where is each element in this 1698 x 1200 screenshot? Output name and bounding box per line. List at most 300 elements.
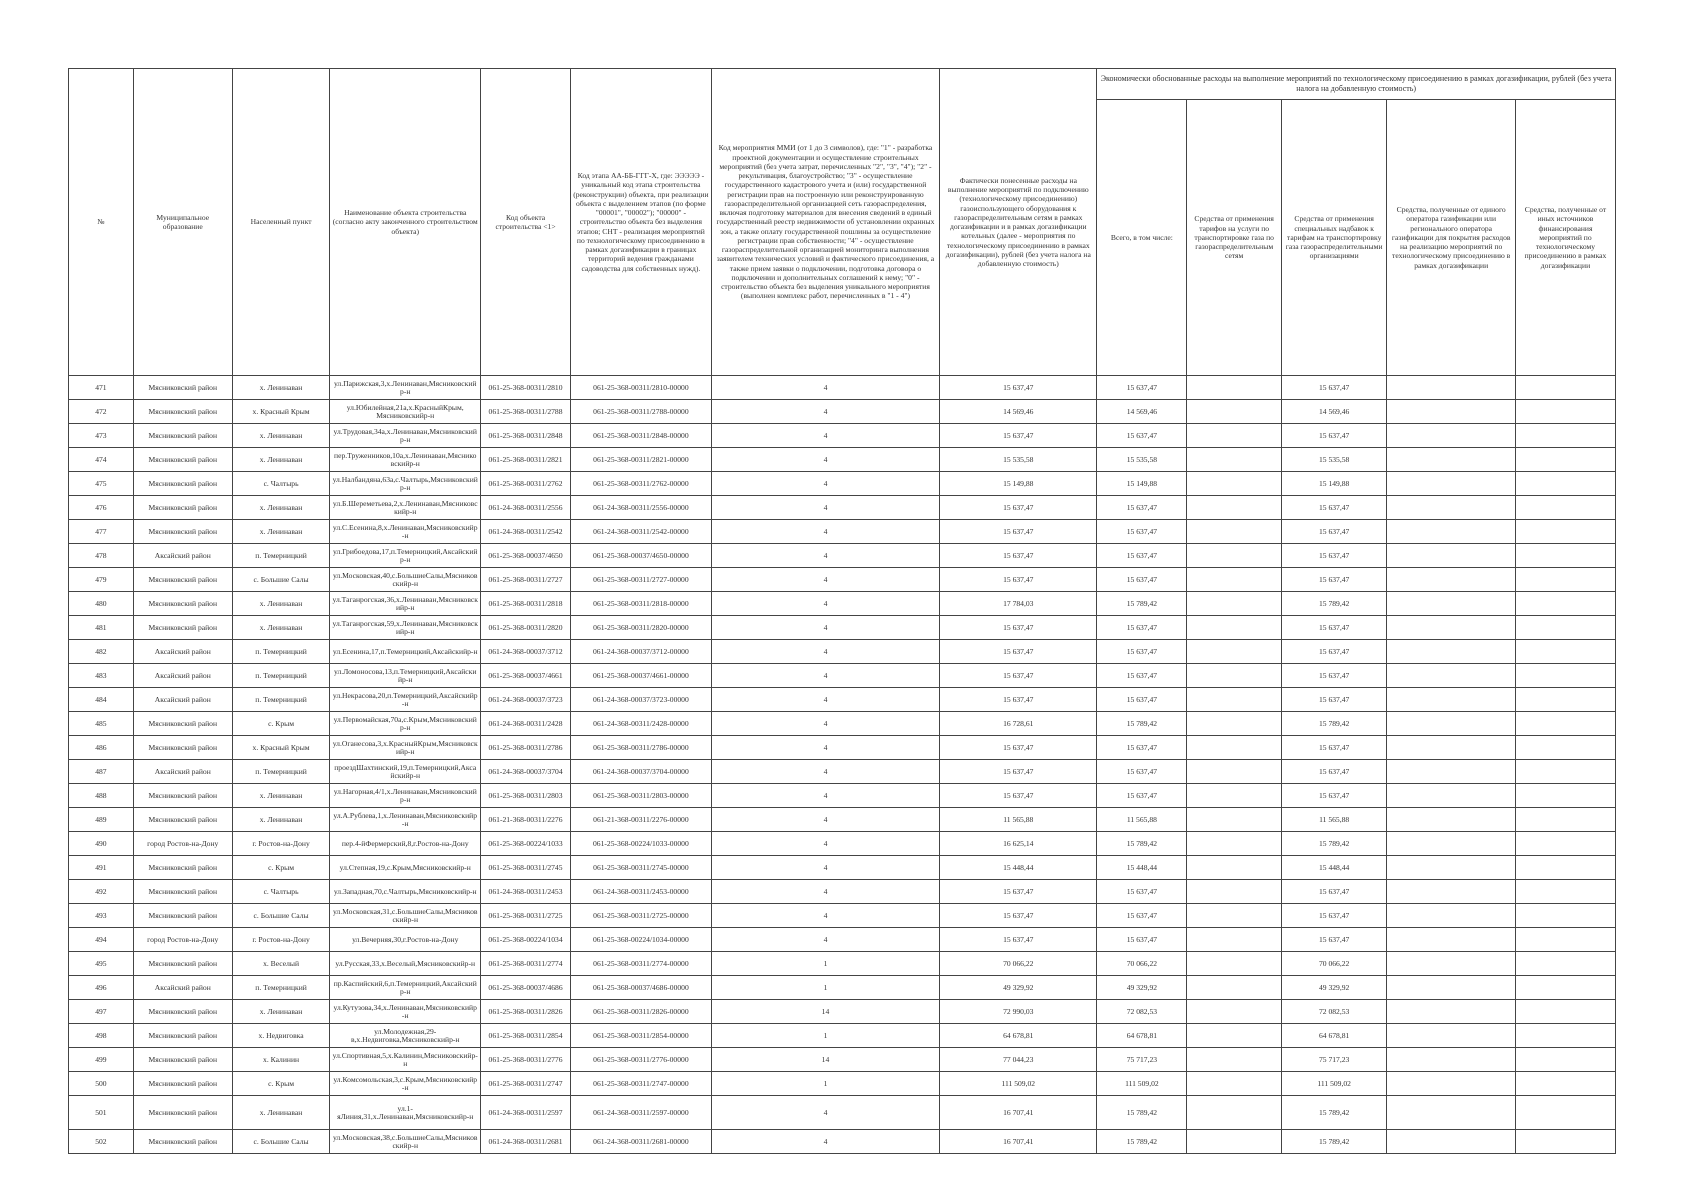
cell-special: 15 637,47	[1281, 568, 1386, 592]
cell-no: 490	[69, 832, 134, 856]
cell-municipality: Мясниковский район	[133, 520, 232, 544]
header-total: Всего, в том числе:	[1097, 100, 1187, 376]
cell-event-code: 4	[711, 1096, 940, 1130]
cell-actual-costs: 15 637,47	[940, 760, 1097, 784]
table-row	[69, 376, 1616, 400]
cell-event-code: 4	[711, 880, 940, 904]
cell-stage-code: 061-25-368-00311/2821-00000	[571, 448, 712, 472]
table-row	[69, 880, 1616, 904]
cell-object-code: 061-25-368-00224/1033	[480, 832, 570, 856]
cell-address: проездШахтинский,19,п.Темерницкий,Аксайскийр-н	[330, 760, 481, 784]
cell-total: 15 789,42	[1097, 1096, 1187, 1130]
cell-municipality: Мясниковский район	[133, 712, 232, 736]
cell-total: 15 637,47	[1097, 568, 1187, 592]
cell-operator	[1387, 808, 1516, 832]
cell-object-code: 061-24-368-00037/3723	[480, 688, 570, 712]
cell-tariff	[1187, 760, 1281, 784]
cell-municipality: Мясниковский район	[133, 400, 232, 424]
cell-total: 15 637,47	[1097, 688, 1187, 712]
cell-special: 15 637,47	[1281, 544, 1386, 568]
table-row	[69, 640, 1616, 664]
cell-no: 502	[69, 1130, 134, 1154]
cell-municipality: Аксайский район	[133, 976, 232, 1000]
cell-address: ул.Таганрогская,59,х.Ленинаван,Мясниковскийр-н	[330, 616, 481, 640]
cell-actual-costs: 11 565,88	[940, 808, 1097, 832]
cell-settlement: с. Чалтырь	[232, 880, 330, 904]
cell-no: 483	[69, 664, 134, 688]
cell-stage-code: 061-25-368-00311/2786-00000	[571, 736, 712, 760]
cell-stage-code: 061-25-368-00311/2725-00000	[571, 904, 712, 928]
table-row	[69, 424, 1616, 448]
cell-address: ул.Парижская,3,х.Ленинаван,Мясниковскийр-н	[330, 376, 481, 400]
cell-settlement: г. Ростов-на-Дону	[232, 928, 330, 952]
cell-other	[1515, 904, 1615, 928]
cell-tariff	[1187, 472, 1281, 496]
cell-address: ул.Московская,38,с.БольшиеСалы,Мясниковскийр-н	[330, 1130, 481, 1154]
cell-tariff	[1187, 640, 1281, 664]
cell-total: 15 637,47	[1097, 376, 1187, 400]
cell-other	[1515, 424, 1615, 448]
cell-actual-costs: 77 044,23	[940, 1048, 1097, 1072]
cell-actual-costs: 72 990,03	[940, 1000, 1097, 1024]
cell-stage-code: 061-24-368-00311/2681-00000	[571, 1130, 712, 1154]
cell-event-code: 4	[711, 592, 940, 616]
table-header	[69, 69, 1616, 376]
cell-stage-code: 061-25-368-00311/2803-00000	[571, 784, 712, 808]
cell-operator	[1387, 1096, 1516, 1130]
cell-settlement: п. Темерницкий	[232, 760, 330, 784]
cell-address: ул.Спортивная,5,х.Калинин,Мясниковскийр-н	[330, 1048, 481, 1072]
cell-special: 15 789,42	[1281, 1096, 1386, 1130]
cell-address: ул.Некрасова,20,п.Темерницкий,Аксайскийр-н	[330, 688, 481, 712]
cell-no: 471	[69, 376, 134, 400]
cell-settlement: с. Чалтырь	[232, 472, 330, 496]
cell-other	[1515, 1048, 1615, 1072]
table-body	[69, 376, 1616, 1154]
cell-no: 478	[69, 544, 134, 568]
header-municipality: Муниципальное образование	[133, 69, 232, 376]
cell-special: 70 066,22	[1281, 952, 1386, 976]
cell-event-code: 4	[711, 784, 940, 808]
cell-tariff	[1187, 592, 1281, 616]
cell-object-code: 061-25-368-00311/2774	[480, 952, 570, 976]
cell-special: 15 637,47	[1281, 640, 1386, 664]
cell-settlement: х. Ленинаван	[232, 448, 330, 472]
cell-actual-costs: 111 509,02	[940, 1072, 1097, 1096]
cell-special: 15 637,47	[1281, 784, 1386, 808]
header-event-code: Код мероприятия ММИ (от 1 до 3 символов), где: "1" - разработка проектной документации и осуществление строительных мероприятий (без учета затрат, перечисленных "2", "3", "4"); "2" - рекультивация, благоустройство; "3" - осуществление государственного кадастрового учета и (или) государственной регистрации прав на построенную или реконструированную газораспределительной организацией сеть газораспределения, включая подготовку материалов для внесения сведений в единый государственный реестр недвижимости об установлении охранных зон, а также оплату государственной пошлины за осуществление регистрации прав собственности; "4" - осуществление газораспределительной организацией мониторинга выполнения заявителем технических условий и фактического присоединения, а также прием заявки о подключении, подготовка договора о подключении и дополнительных соглашений к нему; "0" - строительство объекта без выделения уникального мероприятия (выполнен комплекс работ, перечисленных в "1 - 4")	[711, 69, 940, 376]
table-row	[69, 688, 1616, 712]
cell-object-code: 061-24-368-00311/2453	[480, 880, 570, 904]
cell-stage-code: 061-24-368-00311/2597-00000	[571, 1096, 712, 1130]
cell-stage-code: 061-25-368-00311/2727-00000	[571, 568, 712, 592]
cell-other	[1515, 856, 1615, 880]
cell-tariff	[1187, 520, 1281, 544]
cell-actual-costs: 14 569,46	[940, 400, 1097, 424]
cell-event-code: 4	[711, 472, 940, 496]
cell-no: 492	[69, 880, 134, 904]
cell-settlement: с. Большие Салы	[232, 1130, 330, 1154]
cell-object-code: 061-25-368-00311/2848	[480, 424, 570, 448]
cell-other	[1515, 688, 1615, 712]
cell-no: 474	[69, 448, 134, 472]
cell-special: 15 637,47	[1281, 688, 1386, 712]
cell-municipality: Мясниковский район	[133, 1000, 232, 1024]
cell-settlement: с. Большие Салы	[232, 904, 330, 928]
cell-no: 482	[69, 640, 134, 664]
cell-address: ул.Степная,19,с.Крым,Мясниковскийр-н	[330, 856, 481, 880]
cell-stage-code: 061-25-368-00224/1034-00000	[571, 928, 712, 952]
table-row	[69, 1096, 1616, 1130]
cell-special: 72 082,53	[1281, 1000, 1386, 1024]
cell-actual-costs: 16 707,41	[940, 1130, 1097, 1154]
cell-address: ул.Западная,70,с.Чалтырь,Мясниковскийр-н	[330, 880, 481, 904]
cell-object-code: 061-25-368-00311/2820	[480, 616, 570, 640]
cell-object-code: 061-25-368-00311/2727	[480, 568, 570, 592]
cell-address: ул.Есенина,17,п.Темерницкий,Аксайскийр-н	[330, 640, 481, 664]
table-row	[69, 928, 1616, 952]
cell-tariff	[1187, 784, 1281, 808]
cell-object-code: 061-24-368-00311/2556	[480, 496, 570, 520]
table-row	[69, 472, 1616, 496]
cell-no: 489	[69, 808, 134, 832]
cell-municipality: Мясниковский район	[133, 904, 232, 928]
cell-special: 64 678,81	[1281, 1024, 1386, 1048]
cell-object-code: 061-25-368-00311/2818	[480, 592, 570, 616]
cell-total: 64 678,81	[1097, 1024, 1187, 1048]
cell-settlement: х. Ленинаван	[232, 1000, 330, 1024]
cell-actual-costs: 15 637,47	[940, 664, 1097, 688]
cell-total: 15 789,42	[1097, 832, 1187, 856]
table-row	[69, 952, 1616, 976]
cell-event-code: 4	[711, 928, 940, 952]
cell-total: 15 637,47	[1097, 424, 1187, 448]
header-src-other: Средства, полученные от иных источников финансирования мероприятий по технологическому присоединению в рамках догазификации	[1515, 100, 1615, 376]
cell-operator	[1387, 376, 1516, 400]
cell-actual-costs: 15 535,58	[940, 448, 1097, 472]
cell-object-code: 061-25-368-00224/1034	[480, 928, 570, 952]
cell-no: 501	[69, 1096, 134, 1130]
cell-tariff	[1187, 1000, 1281, 1024]
cell-event-code: 4	[711, 856, 940, 880]
cell-object-code: 061-25-368-00311/2803	[480, 784, 570, 808]
cell-total: 15 637,47	[1097, 640, 1187, 664]
cell-other	[1515, 592, 1615, 616]
cell-stage-code: 061-24-368-00311/2428-00000	[571, 712, 712, 736]
cell-total: 15 149,88	[1097, 472, 1187, 496]
cell-municipality: Мясниковский район	[133, 784, 232, 808]
cell-tariff	[1187, 424, 1281, 448]
cell-operator	[1387, 1000, 1516, 1024]
cell-address: ул.Ломоносова,13,п.Темерницкий,Аксайскийр-н	[330, 664, 481, 688]
cell-no: 485	[69, 712, 134, 736]
cell-special: 15 789,42	[1281, 712, 1386, 736]
cell-object-code: 061-25-368-00311/2762	[480, 472, 570, 496]
cell-event-code: 14	[711, 1048, 940, 1072]
cell-event-code: 1	[711, 952, 940, 976]
cell-actual-costs: 15 637,47	[940, 904, 1097, 928]
cell-operator	[1387, 1130, 1516, 1154]
cell-stage-code: 061-21-368-00311/2276-00000	[571, 808, 712, 832]
table-row	[69, 712, 1616, 736]
cell-special: 15 637,47	[1281, 904, 1386, 928]
cell-municipality: Мясниковский район	[133, 1024, 232, 1048]
cell-tariff	[1187, 1072, 1281, 1096]
cell-municipality: Мясниковский район	[133, 736, 232, 760]
cell-no: 477	[69, 520, 134, 544]
cell-settlement: с. Крым	[232, 712, 330, 736]
cell-no: 481	[69, 616, 134, 640]
report-table	[68, 68, 1616, 1154]
cell-object-code: 061-25-368-00311/2745	[480, 856, 570, 880]
cell-object-code: 061-24-368-00311/2681	[480, 1130, 570, 1154]
cell-actual-costs: 15 637,47	[940, 640, 1097, 664]
cell-other	[1515, 664, 1615, 688]
cell-total: 15 637,47	[1097, 760, 1187, 784]
cell-other	[1515, 568, 1615, 592]
cell-special: 15 789,42	[1281, 1130, 1386, 1154]
cell-municipality: Мясниковский район	[133, 856, 232, 880]
cell-stage-code: 061-25-368-00224/1033-00000	[571, 832, 712, 856]
cell-event-code: 14	[711, 1000, 940, 1024]
cell-other	[1515, 1130, 1615, 1154]
cell-tariff	[1187, 448, 1281, 472]
cell-object-code: 061-25-368-00311/2786	[480, 736, 570, 760]
table-row	[69, 760, 1616, 784]
cell-stage-code: 061-24-368-00311/2453-00000	[571, 880, 712, 904]
cell-stage-code: 061-24-368-00311/2542-00000	[571, 520, 712, 544]
cell-event-code: 4	[711, 688, 940, 712]
header-stage-code: Код этапа АА-ББ-ГГГ-Х, где: ЭЭЭЭЭ - уникальный код этапа строительства (реконструкции) объекта, при реализации объекта с выделением этапов (по форме "00001", "00002"); "00000" - строительство объекта без выделения этапов; СНТ - реализация мероприятий по технологическому присоединению в рамках догазификации в границах территорий ведения гражданами садоводства для собственных нужд).	[571, 69, 712, 376]
cell-tariff	[1187, 1130, 1281, 1154]
cell-operator	[1387, 928, 1516, 952]
cell-object-code: 061-25-368-00311/2854	[480, 1024, 570, 1048]
cell-event-code: 1	[711, 1072, 940, 1096]
cell-total: 15 637,47	[1097, 928, 1187, 952]
cell-actual-costs: 15 448,44	[940, 856, 1097, 880]
cell-special: 15 149,88	[1281, 472, 1386, 496]
cell-municipality: город Ростов-на-Дону	[133, 928, 232, 952]
cell-object-code: 061-25-368-00311/2725	[480, 904, 570, 928]
cell-address: ул.С.Есенина,8,х.Ленинаван,Мясниковскийр-н	[330, 520, 481, 544]
cell-other	[1515, 616, 1615, 640]
cell-no: 495	[69, 952, 134, 976]
cell-other	[1515, 1024, 1615, 1048]
cell-tariff	[1187, 856, 1281, 880]
cell-total: 49 329,92	[1097, 976, 1187, 1000]
cell-event-code: 1	[711, 1024, 940, 1048]
cell-object-code: 061-24-368-00037/3704	[480, 760, 570, 784]
cell-actual-costs: 17 784,03	[940, 592, 1097, 616]
cell-municipality: Мясниковский район	[133, 448, 232, 472]
cell-tariff	[1187, 880, 1281, 904]
header-actual-costs: Фактически понесенные расходы на выполнение мероприятий по подключению (технологическому присоединению) газоиспользующего оборудования к газораспределительным сетям в рамках догазификации и в рамках догазификации котельных (далее - мероприятия по технологическому присоединению в рамках догазификации), рублей (без учета налога на добавленную стоимость)	[940, 69, 1097, 376]
cell-settlement: х. Ленинаван	[232, 808, 330, 832]
cell-municipality: город Ростов-на-Дону	[133, 832, 232, 856]
cell-special: 15 637,47	[1281, 616, 1386, 640]
cell-tariff	[1187, 976, 1281, 1000]
cell-stage-code: 061-25-368-00037/4650-00000	[571, 544, 712, 568]
table-row	[69, 1072, 1616, 1096]
cell-event-code: 4	[711, 760, 940, 784]
cell-operator	[1387, 664, 1516, 688]
cell-settlement: с. Большие Салы	[232, 568, 330, 592]
cell-other	[1515, 640, 1615, 664]
cell-operator	[1387, 952, 1516, 976]
cell-operator	[1387, 400, 1516, 424]
cell-municipality: Мясниковский район	[133, 1072, 232, 1096]
cell-other	[1515, 976, 1615, 1000]
cell-stage-code: 061-25-368-00311/2820-00000	[571, 616, 712, 640]
cell-other	[1515, 1072, 1615, 1096]
cell-special: 11 565,88	[1281, 808, 1386, 832]
cell-tariff	[1187, 496, 1281, 520]
cell-tariff	[1187, 736, 1281, 760]
cell-actual-costs: 15 637,47	[940, 544, 1097, 568]
cell-other	[1515, 808, 1615, 832]
cell-total: 70 066,22	[1097, 952, 1187, 976]
cell-address: ул.Кутузова,34,х.Ленинаван,Мясниковскийр-н	[330, 1000, 481, 1024]
cell-actual-costs: 15 637,47	[940, 520, 1097, 544]
cell-special: 15 789,42	[1281, 592, 1386, 616]
cell-tariff	[1187, 904, 1281, 928]
cell-special: 15 637,47	[1281, 760, 1386, 784]
cell-municipality: Мясниковский район	[133, 1130, 232, 1154]
cell-object-code: 061-24-368-00311/2597	[480, 1096, 570, 1130]
header-settlement: Населенный пункт	[232, 69, 330, 376]
cell-tariff	[1187, 568, 1281, 592]
cell-municipality: Аксайский район	[133, 640, 232, 664]
table-row	[69, 976, 1616, 1000]
cell-actual-costs: 15 637,47	[940, 568, 1097, 592]
cell-no: 500	[69, 1072, 134, 1096]
cell-settlement: х. Ленинаван	[232, 616, 330, 640]
cell-total: 15 637,47	[1097, 496, 1187, 520]
cell-operator	[1387, 568, 1516, 592]
cell-operator	[1387, 760, 1516, 784]
cell-operator	[1387, 688, 1516, 712]
cell-operator	[1387, 1024, 1516, 1048]
header-group-title: Экономически обоснованные расходы на выполнение мероприятий по технологическому присоединению в рамках догазификации, рублей (без учета налога на добавленную стоимость)	[1097, 69, 1616, 100]
cell-settlement: х. Калинин	[232, 1048, 330, 1072]
header-src-operator: Средства, полученные от единого оператора газификации или регионального оператора газификации для покрытия расходов на реализацию мероприятий по технологическому присоединению в рамках догазификации	[1387, 100, 1516, 376]
cell-actual-costs: 64 678,81	[940, 1024, 1097, 1048]
cell-municipality: Аксайский район	[133, 688, 232, 712]
cell-tariff	[1187, 832, 1281, 856]
cell-other	[1515, 760, 1615, 784]
cell-event-code: 4	[711, 448, 940, 472]
cell-no: 487	[69, 760, 134, 784]
cell-address: ул.Б.Шереметьева,2,х.Ленинаван,Мясниковскийр-н	[330, 496, 481, 520]
cell-event-code: 4	[711, 544, 940, 568]
cell-stage-code: 061-25-368-00311/2818-00000	[571, 592, 712, 616]
cell-stage-code: 061-25-368-00311/2774-00000	[571, 952, 712, 976]
cell-settlement: х. Ленинаван	[232, 592, 330, 616]
cell-stage-code: 061-25-368-00311/2788-00000	[571, 400, 712, 424]
cell-object-code: 061-25-368-00037/4650	[480, 544, 570, 568]
cell-settlement: х. Ленинаван	[232, 1096, 330, 1130]
cell-other	[1515, 400, 1615, 424]
cell-special: 75 717,23	[1281, 1048, 1386, 1072]
table-row	[69, 1130, 1616, 1154]
cell-no: 494	[69, 928, 134, 952]
cell-tariff	[1187, 808, 1281, 832]
cell-stage-code: 061-25-368-00311/2745-00000	[571, 856, 712, 880]
cell-operator	[1387, 640, 1516, 664]
cell-special: 14 569,46	[1281, 400, 1386, 424]
cell-event-code: 4	[711, 616, 940, 640]
header-src-special: Средства от применения специальных надбавок к тарифам на транспортировку газа газораспределительными организациями	[1281, 100, 1386, 376]
cell-address: пер.Труженников,10а,х.Ленинаван,Мясниковскийр-н	[330, 448, 481, 472]
cell-event-code: 4	[711, 496, 940, 520]
cell-special: 15 535,58	[1281, 448, 1386, 472]
cell-object-code: 061-25-368-00037/4686	[480, 976, 570, 1000]
cell-tariff	[1187, 664, 1281, 688]
cell-actual-costs: 16 707,41	[940, 1096, 1097, 1130]
cell-settlement: х. Ленинаван	[232, 784, 330, 808]
cell-operator	[1387, 448, 1516, 472]
cell-stage-code: 061-24-368-00037/3723-00000	[571, 688, 712, 712]
cell-municipality: Аксайский район	[133, 544, 232, 568]
header-src-tariff: Средства от применения тарифов на услуги по транспортировке газа по газораспределительным сетям	[1187, 100, 1281, 376]
cell-other	[1515, 544, 1615, 568]
cell-settlement: х. Ленинаван	[232, 424, 330, 448]
cell-actual-costs: 15 637,47	[940, 880, 1097, 904]
cell-address: ул.Московская,31,с.БольшиеСалы,Мясниковскийр-н	[330, 904, 481, 928]
cell-address: ул.Юбилейная,21а,х.КрасныйКрым, Мясниковскийр-н	[330, 400, 481, 424]
cell-total: 15 637,47	[1097, 736, 1187, 760]
cell-total: 111 509,02	[1097, 1072, 1187, 1096]
cell-special: 15 637,47	[1281, 520, 1386, 544]
cell-address: ул.А.Рублева,1,х.Ленинаван,Мясниковскийр-н	[330, 808, 481, 832]
cell-operator	[1387, 616, 1516, 640]
cell-object-code: 061-25-368-00311/2747	[480, 1072, 570, 1096]
cell-object-code: 061-24-368-00311/2542	[480, 520, 570, 544]
cell-municipality: Мясниковский район	[133, 1096, 232, 1130]
cell-total: 15 789,42	[1097, 1130, 1187, 1154]
cell-tariff	[1187, 544, 1281, 568]
cell-settlement: п. Темерницкий	[232, 976, 330, 1000]
cell-object-code: 061-21-368-00311/2276	[480, 808, 570, 832]
cell-actual-costs: 70 066,22	[940, 952, 1097, 976]
cell-total: 15 789,42	[1097, 592, 1187, 616]
cell-stage-code: 061-25-368-00311/2776-00000	[571, 1048, 712, 1072]
cell-stage-code: 061-25-368-00311/2762-00000	[571, 472, 712, 496]
cell-address: пр.Каспийский,6,п.Темерницкий,Аксайскийр-н	[330, 976, 481, 1000]
cell-settlement: с. Крым	[232, 1072, 330, 1096]
cell-settlement: п. Темерницкий	[232, 544, 330, 568]
cell-other	[1515, 376, 1615, 400]
table-row	[69, 832, 1616, 856]
cell-object-code: 061-25-368-00311/2776	[480, 1048, 570, 1072]
cell-other	[1515, 736, 1615, 760]
cell-total: 15 448,44	[1097, 856, 1187, 880]
cell-total: 72 082,53	[1097, 1000, 1187, 1024]
cell-no: 472	[69, 400, 134, 424]
cell-stage-code: 061-24-368-00037/3704-00000	[571, 760, 712, 784]
cell-event-code: 4	[711, 1130, 940, 1154]
cell-total: 15 637,47	[1097, 616, 1187, 640]
cell-special: 49 329,92	[1281, 976, 1386, 1000]
cell-other	[1515, 1000, 1615, 1024]
cell-municipality: Мясниковский район	[133, 424, 232, 448]
cell-operator	[1387, 520, 1516, 544]
cell-address: ул.Молодежная,29-в,х.Недвиговка,Мясниковскийр-н	[330, 1024, 481, 1048]
cell-total: 14 569,46	[1097, 400, 1187, 424]
cell-municipality: Мясниковский район	[133, 808, 232, 832]
cell-no: 497	[69, 1000, 134, 1024]
cell-address: ул.Грибоедова,17,п.Темерницкий,Аксайскийр-н	[330, 544, 481, 568]
